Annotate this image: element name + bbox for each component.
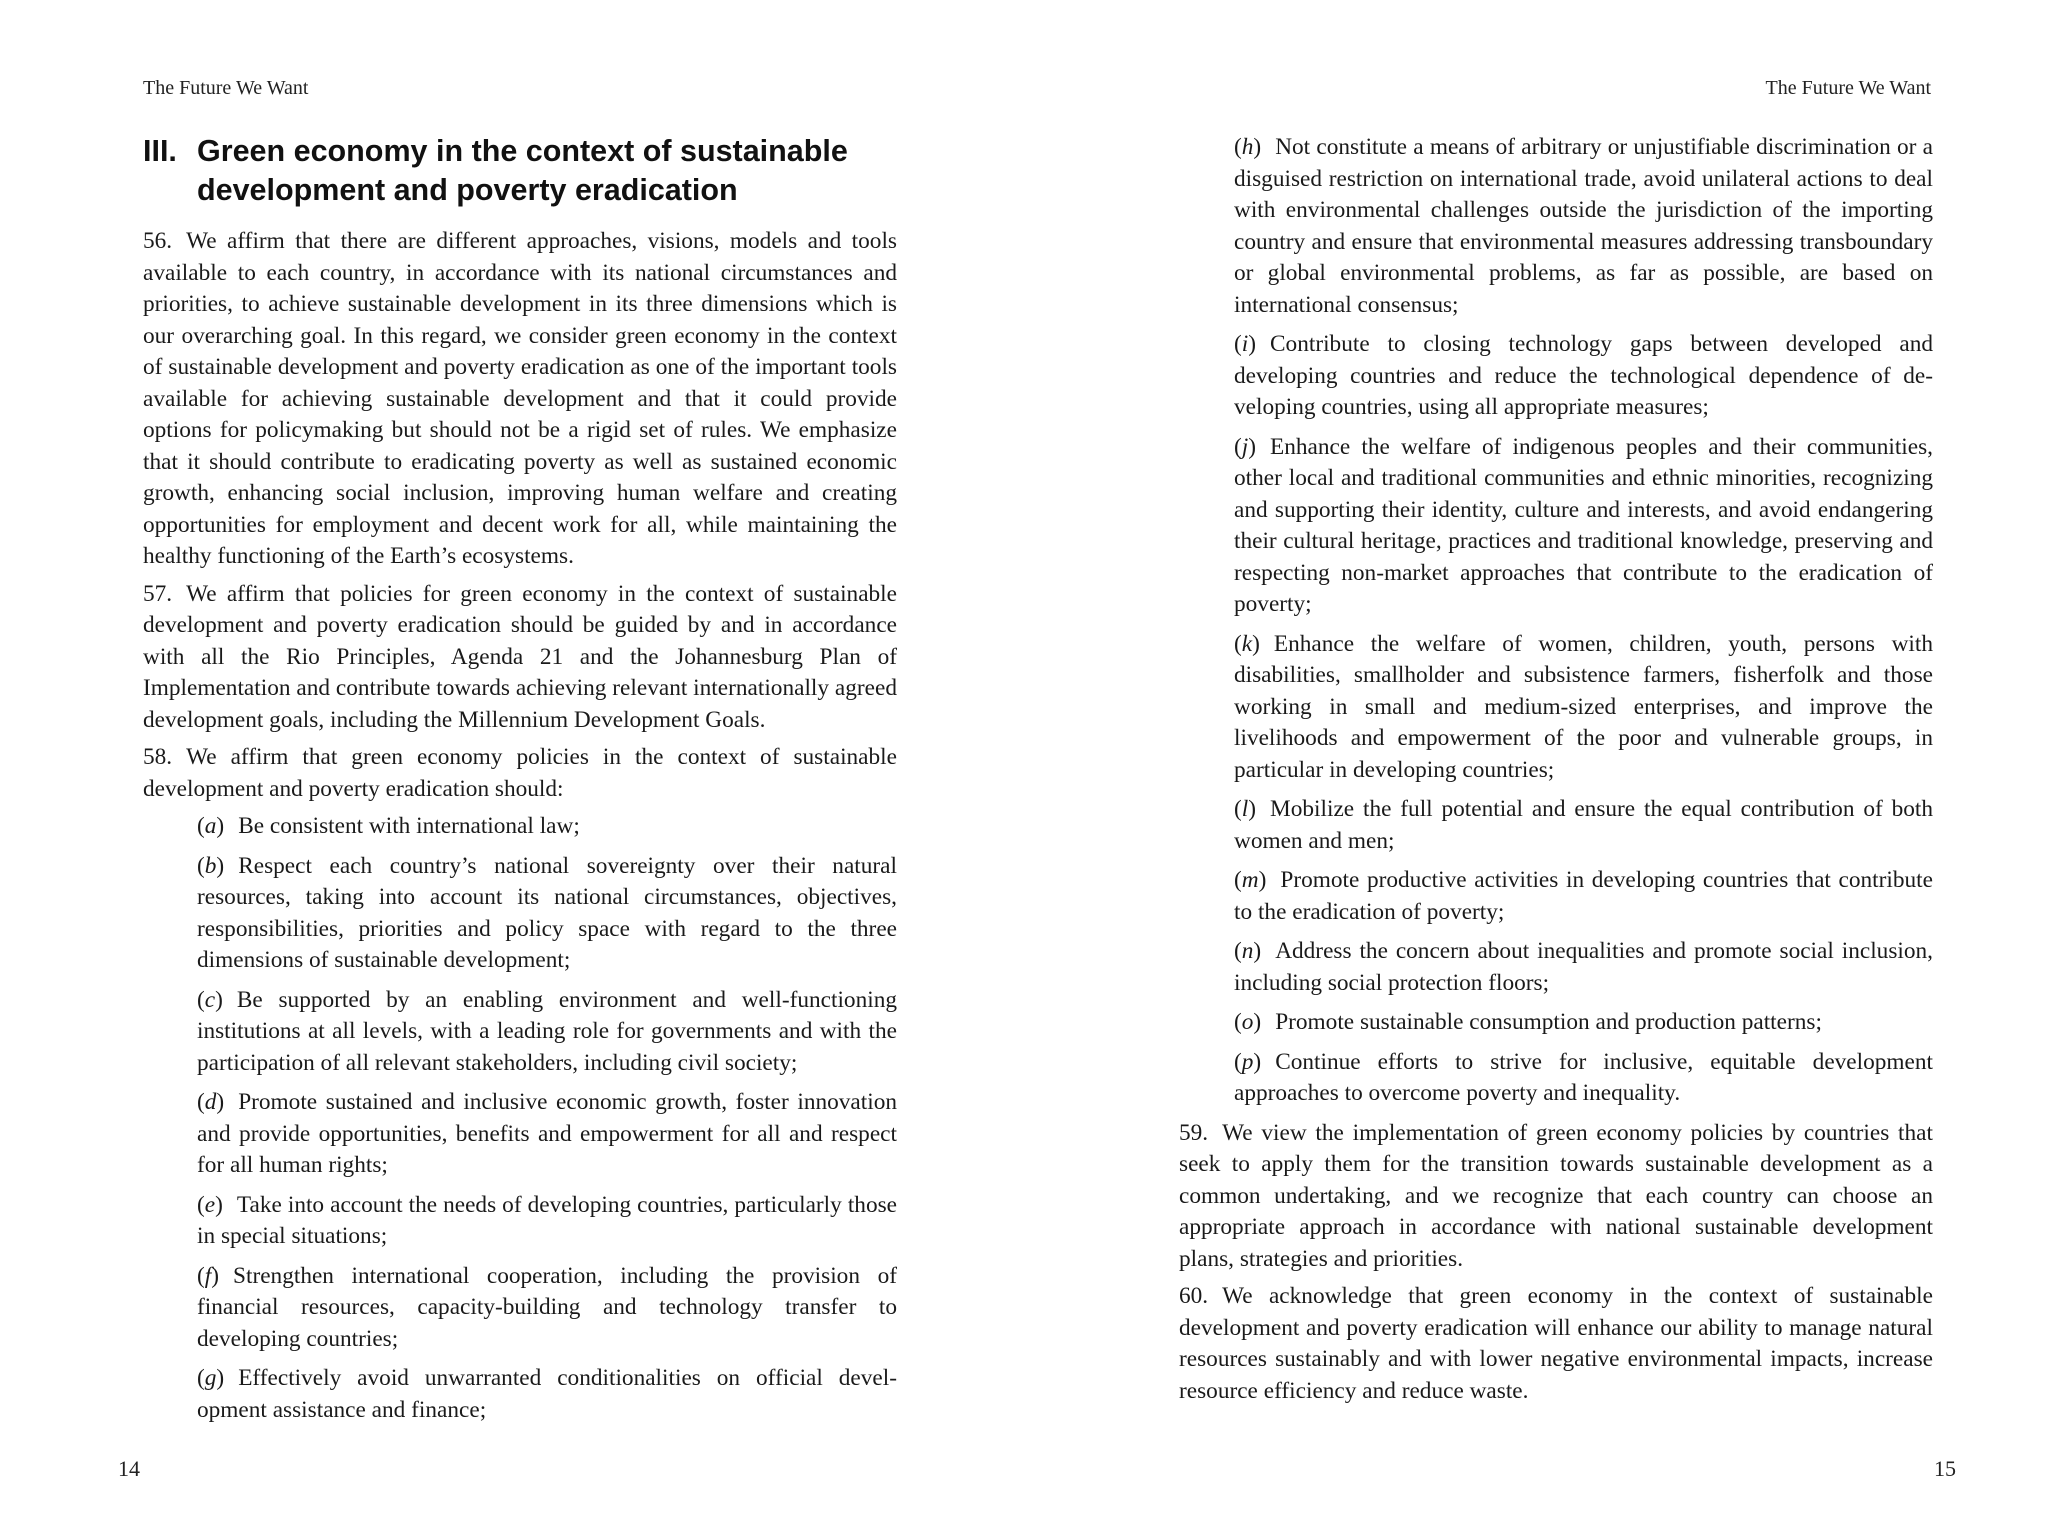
subitem-label: (i) [1234, 331, 1257, 357]
subitem-text: Strengthen international cooperation, including the provision of financial resources, capacity-building and technology transfer to developing countries; [197, 1262, 897, 1352]
subitem-text: Promote productive activities in developing countries that contribute to the eradication of poverty; [1234, 867, 1933, 925]
paragraph-number: 57. [143, 580, 173, 607]
paragraph-number: 58. [143, 744, 173, 770]
paragraph-number: 56. [143, 228, 173, 254]
subitem-text: Effectively avoid unwarranted conditionalities on official development assistance and finance; [197, 1365, 897, 1423]
subitem-d [197, 1087, 897, 1182]
paragraph-text: We affirm that there are different approaches, visions, models and tools available to each country, in accordance with its national circumstances and priorities, to achieve sustainable development in its three dimensions which is our overarching goal. In this regard, we consider green economy in the context of sustainable development and poverty eradication as one of the important tools available for achieving sustainable development and that it could provide options for policymaking but should not be a rigid set of rules. We emphasize that it should contribute to eradicating poverty as well as sustained economic growth, enhancing social inclusion, improving human welfare and creating opportunities for employment and decent work for all, while maintaining the healthy functioning of the Earth’s ecosystems. [143, 228, 897, 569]
subitem-text: Contribute to closing technology gaps between developed and developing countries and reduce the technological dependence of developing countries, using all appropriate measures; [1234, 331, 1933, 420]
subitem-text: Continue efforts to strive for inclusive, equitable development approaches to overcome poverty and inequality. [1234, 1048, 1933, 1106]
paragraph-text: We affirm that green economy policies in the context of sustainable development and poverty eradication should: [143, 744, 897, 802]
subitem-text: Be supported by an enabling environment and well-functioning institutions at all levels, with a leading role for governments and with the participation of all relevant stakeholders, including civil society; [197, 986, 897, 1076]
paragraph-56 [143, 226, 897, 573]
subitem-c [197, 985, 897, 1080]
subitem-o [1234, 1007, 1933, 1039]
subitem-text: Be consistent with international law; [238, 813, 580, 839]
left-column [143, 132, 897, 1434]
paragraph-57 [143, 579, 897, 737]
subitem-m [1234, 865, 1933, 928]
subitem-label: (c) [197, 986, 223, 1013]
paragraph-59 [1179, 1118, 1933, 1276]
subitem-f [197, 1261, 897, 1356]
subitem-label: (l) [1234, 796, 1257, 822]
subitem-b [197, 851, 897, 977]
paragraph-number: 59. [1179, 1119, 1209, 1146]
subitem-label: (n) [1234, 938, 1262, 964]
subitem-j [1234, 432, 1933, 621]
subitem-label: (j) [1234, 433, 1257, 460]
running-head: The Future We Want [143, 77, 309, 99]
subitem-label: (a) [197, 813, 225, 839]
paragraph-number: 60. [1179, 1283, 1209, 1309]
subitem-p [1234, 1047, 1933, 1110]
subitem-g [197, 1363, 897, 1426]
subitem-text: Promote sustained and inclusive economic growth, foster innovation and provide opportunities, benefits and empowerment for all and respect for all human rights; [197, 1089, 897, 1178]
subitem-label: (o) [1234, 1009, 1262, 1035]
paragraph-text: We view the implementation of green economy policies by countries that seek to apply them for the transition towards sustainable development as a common undertaking, and we recognize that each country can choose an appropriate approach in accordance with national sustainable development plans, strategies and priorities. [1179, 1119, 1933, 1272]
subitem-label: (p) [1234, 1048, 1262, 1075]
subitem-l [1234, 794, 1933, 857]
subitem-label: (f) [197, 1262, 220, 1289]
paragraph-text: We acknowledge that green economy in the context of sustainable development and poverty eradication will enhance our ability to manage natural resources sustainably and with lower negative environmental impacts, increase resource efficiency and reduce waste. [1179, 1283, 1933, 1404]
subitem-k [1234, 629, 1933, 787]
paragraph-58 [143, 742, 897, 805]
right-page [1024, 0, 2048, 1536]
subitem-text: Enhance the welfare of women, children, youth, persons with disabilities, smallholder and subsistence farmers, fisherfolk and those working in small and medium-sized enterprises, and improve the livelihoods and empowerment of the poor and vulnerable groups, in particular in developing countries; [1234, 630, 1933, 783]
subitem-label: (g) [197, 1365, 225, 1391]
page-number: 14 [118, 1456, 140, 1481]
subitem-i [1234, 329, 1933, 424]
section-heading [143, 132, 897, 210]
subitem-a [197, 811, 897, 843]
subitem-text: Mobilize the full potential and ensure the equal contribution of both women and men; [1234, 796, 1933, 854]
subitem-text: Respect each country’s national sovereignty over their natural resources, taking into account its national circumstances, objectives, responsibilities, priorities and policy space with regard to the three dimensions of sustainable development; [197, 852, 897, 973]
subitem-label: (k) [1234, 630, 1260, 657]
paragraph-text: We affirm that policies for green economy in the context of sustainable development and poverty eradication should be guided by and in accordance with all the Rio Principles, Agenda 21 and the Johannesburg Plan of Implementation and contribute towards achieving relevant internationally agreed development goals, including the Millennium Development Goals. [143, 580, 897, 733]
subitem-label: (b) [197, 852, 225, 879]
section-number: III. [143, 134, 177, 168]
subitem-h [1234, 132, 1933, 321]
subitem-n [1234, 936, 1933, 999]
right-column [1179, 132, 1933, 1413]
subitem-text: Enhance the welfare of indigenous peoples and their communities, other local and traditional communities and ethnic minorities, recognizing and supporting their identity, culture and interests, and avoid endangering their cultural heritage, practices and traditional knowledge, preserving and respecting non-market approaches that contribute to the eradication of poverty; [1234, 433, 1933, 617]
subitem-label: (m) [1234, 867, 1267, 893]
subitem-label: (h) [1234, 134, 1262, 160]
section-title: Green economy in the context of sustainable development and poverty eradication [197, 134, 848, 207]
subitem-text: Address the concern about inequalities and promote social inclusion, including social protection floors; [1234, 938, 1933, 996]
subitem-text: Take into account the needs of developing countries, particularly those in special situations; [197, 1191, 897, 1249]
subitem-label: (d) [197, 1089, 225, 1115]
subitem-label: (e) [197, 1191, 223, 1218]
subitem-e [197, 1190, 897, 1253]
subitem-text: Promote sustainable consumption and production patterns; [1275, 1009, 1822, 1035]
running-head: The Future We Want [1765, 77, 1931, 99]
page-number: 15 [1934, 1456, 1956, 1481]
subitem-text: Not constitute a means of arbitrary or unjustifiable discrimination or a disguised restriction on international trade, avoid unilateral actions to deal with environmental challenges outside the jurisdiction of the importing country and ensure that environmental measures addressing transboundary or global environmental problems, as far as possible, are based on international consensus; [1234, 134, 1933, 318]
paragraph-60 [1179, 1281, 1933, 1407]
